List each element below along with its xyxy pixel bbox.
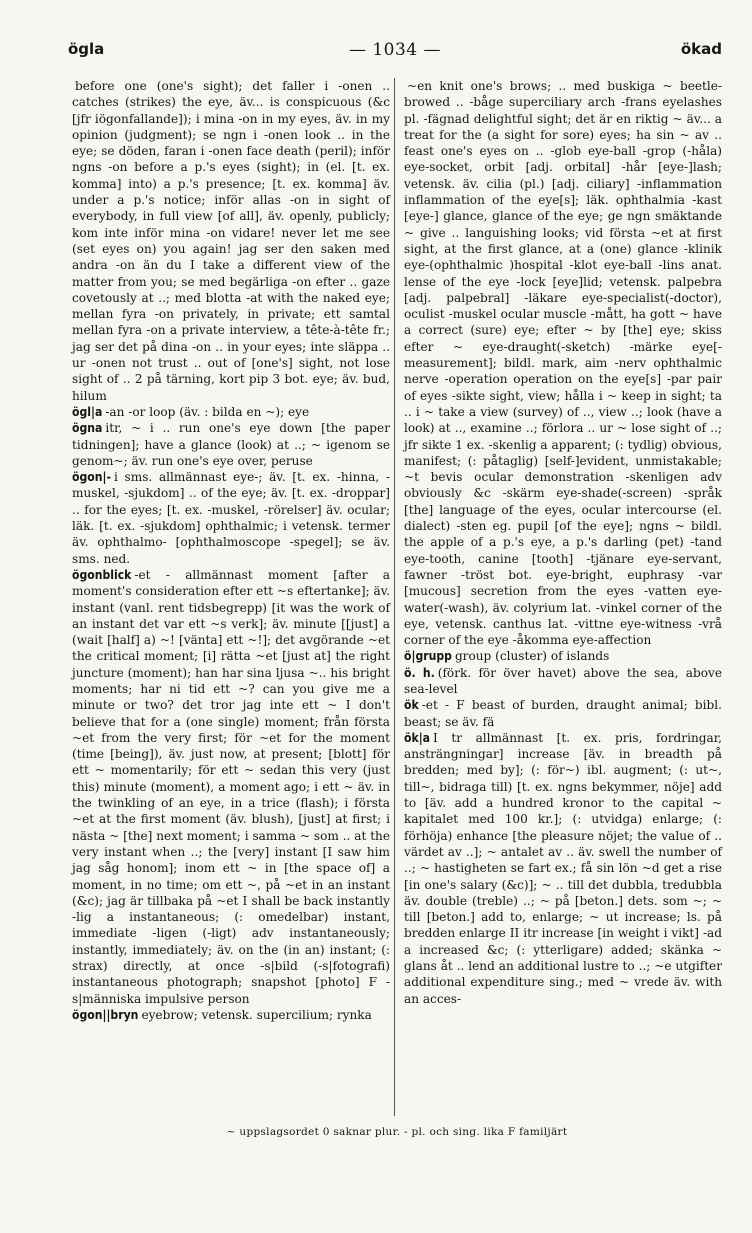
dictionary-entry: ök|a I tr allmännast [t. ex. pris, fordringar, ansträngningar] increase [äv. in breadth på bredden; med by]; (: för~) ibl. augment; (: ut~, till~, bidraga till) [t. ex. ngns bekymmer, nöje] add to [äv. add a hundred kronor to the capital ~ kapitalet med 100 kr.]; (: utvidga) enlarge; (: förhöja) enhance [the pleasure nöjet; the value of .. värdet av ..]; ~ antalet av .. äv. swell the number of ..; ~ hastigheten se fart ex.; få sin lön ~d get a rise [in one's salary (&c)]; ~ .. till det dubbla, tredubbla äv. double (treble) ..; ~ på [beton.] dets. som ~; ~ till [beton.] add to, enlarge; ~ ut increase; ls. på bredden enlarge II itr increase [in weight i vikt] -ad a increased &c; (: ytterligare) added; skänka ~ glans åt .. lend an additional lustre to ..; ~e utgifter additional expenditure sing.; med ~ vrede äv. with an acces- [404,730,722,1006]
dictionary-entry: before one (one's sight); det faller i -onen .. catches (strikes) the eye, äv... is conspicuous (&c [jfr iögonfallande]); i mina -on in my eyes, äv. in my opinion (judgment); se ngn i -onen look .. in the eye; se döden, faran i -onen face death (peril); inför ngns -on before a p.'s eyes (sight); in (el. [t. ex. komma] into) a p.'s presence; [t. ex. komma] äv. under a p.'s notice; inför allas -on in sight of everybody, in full view [of all], äv. openly, publicly; kom inte inför mina -on vidare! never let me see (set eyes on) you again! jag ser den saken med andra -on än du I take a different view of the matter from you; se med begärliga -on efter .. gaze covetously at ..; med blotta -at with the naked eye; mellan fyra -on privately, in private; ett samtal mellan fyra -on a private interview, a tête-à-tête fr.; jag ser det på dina -on .. in your eyes; inte släppa .. ur -onen not trust .. out of [one's] sight, not lose sight of .. 2 på tärning, kort pip 3 bot. eye; äv. bud, hilum [72,79,390,403]
left-column [72,78,390,1023]
header-right-guideword: ökad [680,40,722,58]
dictionary-entry: ögonblick -et - allmännast moment [after a moment's consideration efter ett ~s eftertanke]; äv. instant (vanl. rent tidsbegrepp) [it was the work of an instant det var ett ~s verk]; äv. minute [[just] a (wait [half] a) ~! [vänta] ett ~!]; det avgörande ~et the critical moment; [i] rätta ~et [just at] the right juncture (moment); han har sina ljusa ~.. his bright moments; har ni tid ett ~? can you give me a minute or two? det tror jag inte ett ~ I don't believe that for a (one single) moment; från första ~et from the very first; för ~et for the moment (time [being]), äv. just now, at present; [blott] för ett ~ momentarily; för ett ~ sedan this very (just this) minute (moment), a moment ago; i ett ~ äv. in the twinkling of an eye, in a trice (flash); i första ~et at the first moment (äv. blush), [just] at first; i nästa ~ [the] next moment; i samma ~ som .. at the very instant when ..; the [very] instant [I saw him jag såg honom]; inom ett ~ in [the space of] a moment, in no time; om ett ~, på ~et in an instant (&c); jag är tillbaka på ~et I shall be back instantly -lig a instantaneous; (: omedelbar) instant, immediate -ligen (-ligt) adv instantaneously; instantly, immediately; äv. on the (in an) instant; (: strax) directly, at once -s|bild (-s|fotografi) instantaneous photograph; snapshot [photo] F -s|människa impulsive person [72,567,390,1006]
dictionary-entry: ögon||bryn eyebrow; vetensk. supercilium; rynka [72,1007,372,1022]
dictionary-entry: ögna itr, ~ i .. run one's eye down [the paper tidningen]; have a glance (look) at ..; ~ igenom se genom~; äv. run one's eye over, peruse [72,421,390,468]
page-header [68,40,722,64]
dictionary-entry: ögon|- i sms. allmännast eye-; äv. [t. ex. -hinna, -muskel, -sjukdom] .. of the eye; äv. [t. ex. -droppar] .. for the eyes; [t. ex. -muskel, -rörelser] äv. ocular; läk. [t. ex. -sjukdom] ophthalmic; i vetensk. termer äv. ophthalmo- [ophthalmoscope -spegel]; se äv. sms. ned. [72,470,390,566]
dictionary-entry: ögl|a -an -or loop (äv. : bilda en ~); eye [72,404,310,419]
dictionary-entry: ö|grupp group (cluster) of islands [404,649,610,664]
abbreviation-legend: ~ uppslagsordet 0 saknar plur. - pl. och sing. lika F familjärt [226,1126,568,1138]
header-left-guideword: ögla [68,40,105,58]
page-number: — 1034 — [348,40,442,60]
dictionary-entry: ö. h. (förk. för över havet) above the sea, above sea-level [404,665,723,696]
dictionary-entry: ~en knit one's brows; .. med buskiga ~ beetle-browed .. -båge superciliary arch -frans eyelashes pl. -fägnad delightful sight; det är en riktig ~ äv... a treat for the (a sight for sore) eyes; ha sin ~ av .. feast one's eyes on .. -glob eye-ball -grop (-håla) eye-socket, orbit [adj. orbital] -hår [eye-]lash; vetensk. äv. cilia (pl.) [adj. ciliary] -inflammation inflammation of the eye[s]; läk. ophthalmia -kast [eye-] glance, glance of the eye; ge ngn smäktande ~ give .. languishing looks; vid första ~et at first sight, at the first glance, at a (one) glance -klinik eye-(ophthalmic )hospital -klot eye-ball -lins anat. lense of the eye -lock [eye]lid; vetensk. palpebra [adj. palpebral] -läkare eye-specialist(-doctor), oculist -muskel ocular muscle -mått, ha gott ~ have a correct (sure) eye; efter ~ by [the] eye; skiss efter ~ eye-draught(-sketch) -märke eye[-measurement]; bildl. mark, aim -nerv ophthalmic nerve -operation operation on the eye[s] -par pair of eyes -sikte sight, view; hålla i ~ keep in sight; ta .. i ~ take a view (survey) of .., view ..; look (have a look) at .., examine ..; förlora .. ur ~ lose sight of ..; jfr sikte 1 ex. -skenlig a apparent; (: tydlig) obvious, manifest; (: påtaglig) [self-]evident, unmistakable; ~t bevis ocular demonstration -skenligen adv obviously &c -skärm eye-shade(-screen) -språk [the] language of the eyes, ocular intercourse (el. dialect) -sten eg. pupil [of the eye]; ngns ~ bildl. the apple of a p.'s eye, a p.'s darling (pet) -tand eye-tooth, canine [tooth] -tjänare eye-servant, fawner -tröst bot. eye-bright, euphrasy -var [mucous] secretion from the eyes -vatten eye-water(-wash), äv. colyrium lat. -vinkel corner of the eye, vetensk. canthus lat. -vittne eye-witness -vrå corner of the eye -åkomma eye-affection [404,79,722,648]
dictionary-entry: ök -et - F beast of burden, draught animal; bibl. beast; se äv. fä [404,698,722,729]
column-divider [394,78,395,1116]
right-column [404,78,722,1007]
